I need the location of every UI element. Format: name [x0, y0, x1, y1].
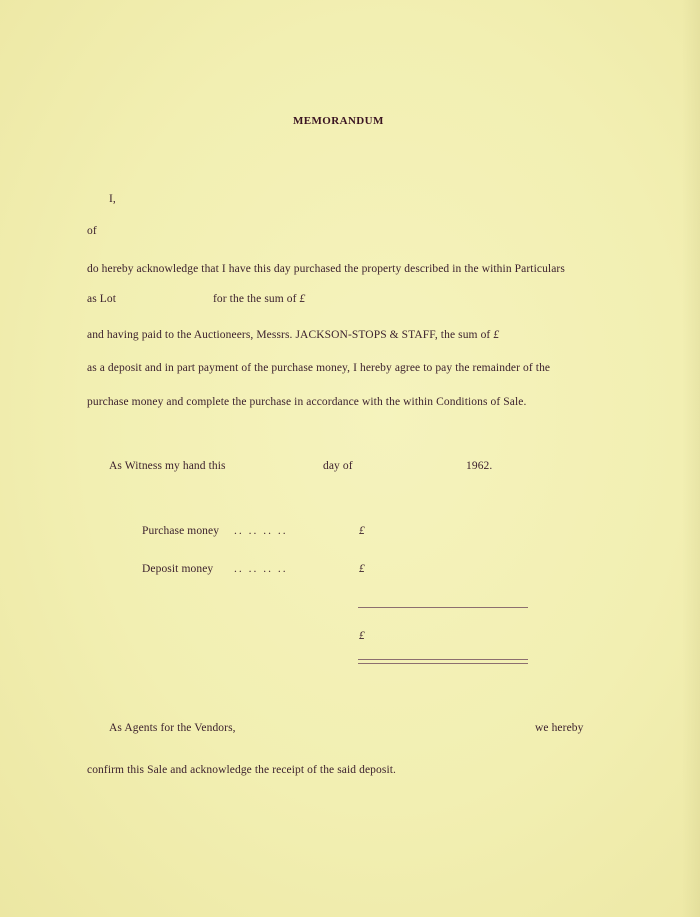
deposit-money-label: Deposit money — [142, 563, 214, 575]
purchase-money-label: Purchase money — [142, 525, 220, 537]
subtotal-rule — [358, 607, 528, 608]
lot-sum-label — [213, 293, 305, 305]
deposit-money-pound-sign: £ — [359, 563, 365, 575]
deposit-agreement-text: as a deposit and in part payment of the purchase money, I hereby agree to pay the remainder of the — [87, 362, 551, 374]
purchase-money-leader: .. .. .. .. — [234, 525, 288, 537]
lot-sum-pound-sign: £ — [299, 293, 306, 305]
completion-text: purchase money and complete the purchase in accordance with the within Conditions of Sale. — [87, 396, 527, 408]
purchaser-address-line: of — [87, 225, 97, 237]
total-double-rule — [358, 659, 528, 664]
deposit-money-leader: .. .. .. .. — [234, 563, 288, 575]
memorandum-title: MEMORANDUM — [293, 115, 384, 127]
purchaser-name-line: I, — [109, 193, 116, 205]
purchase-money-pound-sign: £ — [359, 525, 365, 537]
deposit-paid-text: and having paid to the Auctioneers, Messrs. JACKSON-STOPS & STAFF, the sum of — [87, 329, 491, 341]
balance-pound-sign: £ — [359, 630, 365, 642]
page-edge-shadow — [682, 0, 700, 917]
lot-label: as Lot — [87, 293, 117, 305]
witness-year: 1962. — [466, 460, 493, 472]
agents-prefix: As Agents for the Vendors, — [109, 722, 236, 734]
deposit-paid-pound-sign: £ — [493, 329, 500, 341]
acknowledgement-text: do hereby acknowledge that I have this day purchased the property described in the within Particulars — [87, 263, 565, 275]
lot-sum-text: for the the sum of — [213, 293, 297, 305]
deposit-paid-line — [87, 329, 499, 341]
agents-suffix: we hereby — [535, 722, 584, 734]
agents-confirmation-text: confirm this Sale and acknowledge the receipt of the said deposit. — [87, 764, 397, 776]
witness-prefix: As Witness my hand this — [109, 460, 226, 472]
witness-day-of: day of — [323, 460, 353, 472]
